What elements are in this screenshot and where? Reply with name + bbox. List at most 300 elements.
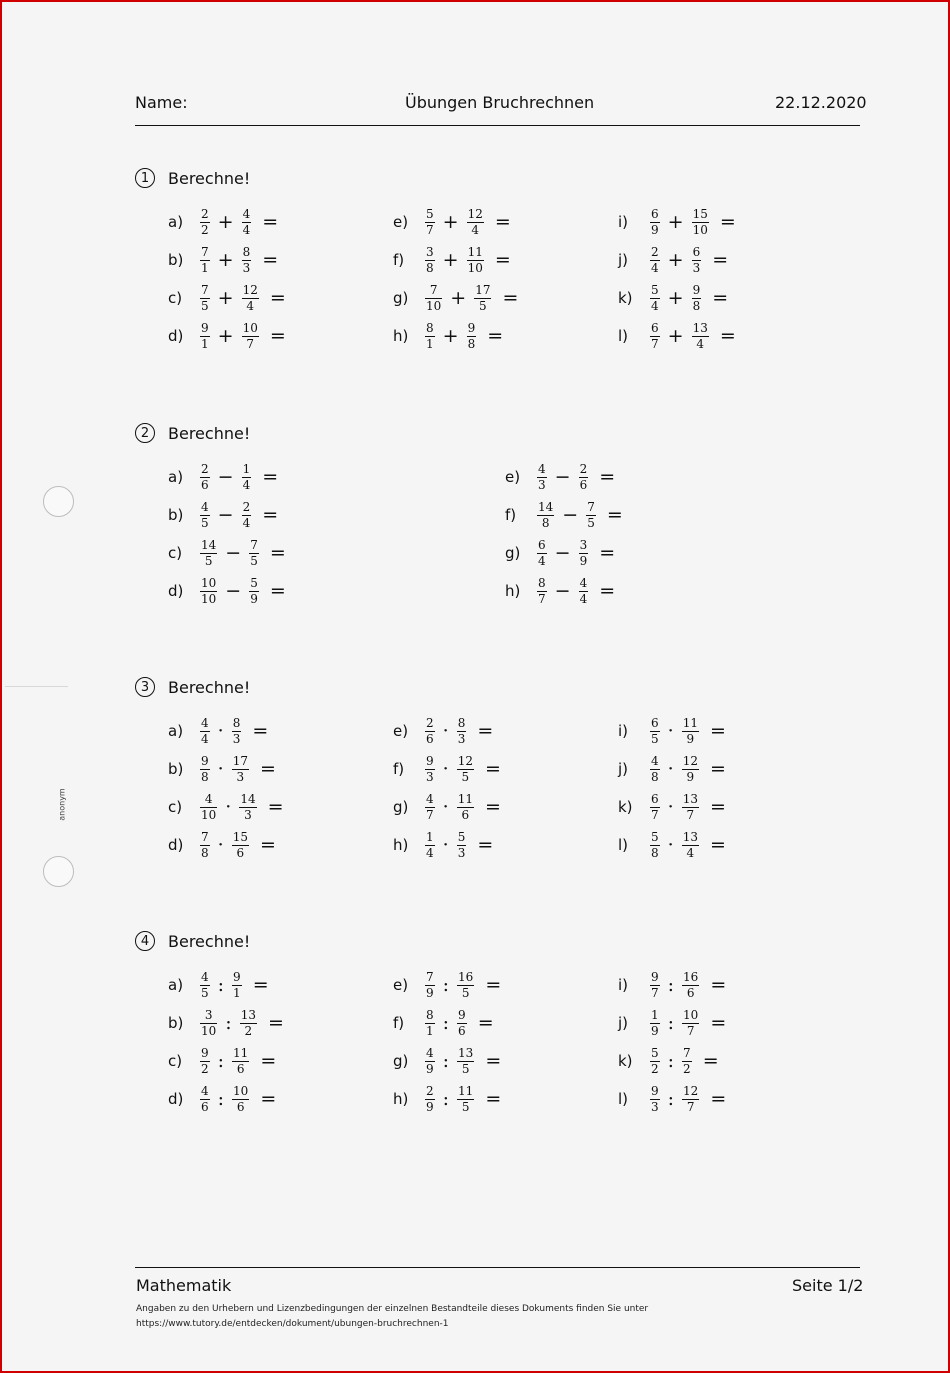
operator: +	[667, 287, 684, 309]
equals-sign: =	[262, 466, 279, 488]
operator: :	[442, 1012, 450, 1034]
exercise-item	[393, 1003, 494, 1043]
fraction	[650, 246, 660, 275]
fraction	[200, 1009, 217, 1038]
numerator: 4	[201, 499, 209, 514]
denominator: 7	[426, 222, 434, 237]
section-title-1	[135, 168, 250, 188]
numerator: 7	[250, 537, 258, 552]
denominator: 6	[201, 477, 209, 492]
numerator: 4	[201, 1083, 209, 1098]
numerator: 5	[651, 829, 659, 844]
numerator: 2	[426, 715, 434, 730]
denominator: 7	[426, 807, 434, 822]
exercise-label: j)	[618, 1014, 629, 1032]
exercise-item	[505, 495, 623, 535]
denominator: 6	[686, 985, 695, 1000]
denominator: 4	[426, 845, 434, 860]
denominator: 8	[201, 845, 209, 860]
denominator: 5	[201, 298, 209, 313]
exercise-label: e)	[393, 976, 409, 994]
operator: +	[667, 249, 684, 271]
denominator: 5	[201, 515, 209, 530]
section-heading: Berechne!	[168, 677, 251, 697]
operator: :	[217, 1088, 225, 1110]
fraction	[200, 501, 210, 530]
denominator: 5	[461, 769, 470, 784]
numerator: 5	[651, 1045, 659, 1060]
fraction	[467, 246, 484, 275]
denominator: 4	[651, 298, 659, 313]
fraction	[467, 322, 477, 351]
exercise-item	[168, 1079, 276, 1119]
equals-sign: =	[502, 287, 519, 309]
numerator: 11	[467, 244, 483, 259]
section-title-3	[135, 677, 250, 697]
fraction	[692, 322, 709, 351]
equals-sign: =	[709, 796, 726, 818]
denominator: 1	[426, 1023, 434, 1038]
operator: +	[217, 287, 234, 309]
numerator: 3	[579, 537, 588, 552]
fraction	[242, 501, 252, 530]
fraction	[682, 831, 699, 860]
fraction	[457, 717, 467, 746]
equals-sign: =	[599, 580, 616, 602]
denominator: 5	[651, 731, 659, 746]
operator: +	[450, 287, 467, 309]
fraction	[232, 755, 249, 784]
operator: +	[442, 249, 459, 271]
denominator: 9	[426, 1061, 434, 1076]
exercise-item	[393, 965, 501, 1005]
exercise-item	[393, 316, 503, 356]
equals-sign: =	[260, 1050, 277, 1072]
denominator: 3	[651, 1099, 659, 1114]
fraction	[467, 208, 484, 237]
numerator: 9	[458, 1007, 466, 1022]
denominator: 6	[236, 1061, 245, 1076]
equals-sign: =	[710, 1012, 727, 1034]
exercise-label: k)	[618, 289, 633, 307]
date: 22.12.2020	[775, 93, 867, 112]
numerator: 4	[426, 1045, 434, 1060]
equals-sign: =	[702, 1050, 719, 1072]
footer-url[interactable]: https://www.tutory.de/entdecken/dokument/ubungen-bruchrechnen-1	[136, 1319, 449, 1329]
fraction	[650, 971, 660, 1000]
denominator: 4	[538, 553, 546, 568]
exercise-label: c)	[168, 798, 183, 816]
operator: :	[442, 1050, 450, 1072]
equals-sign: =	[709, 758, 726, 780]
exercise-label: c)	[168, 544, 183, 562]
fraction	[232, 1047, 249, 1076]
numerator: 12	[467, 206, 483, 221]
fraction	[682, 1009, 699, 1038]
denominator: 10	[201, 591, 217, 606]
numerator: 7	[426, 969, 434, 984]
equals-sign: =	[267, 796, 284, 818]
equals-sign: =	[709, 720, 726, 742]
numerator: 9	[201, 320, 209, 335]
numerator: 9	[201, 753, 209, 768]
numerator: 7	[429, 282, 438, 297]
footer-credits: Angaben zu den Urhebern und Lizenzbedingungen der einzelnen Bestandteile dieses Dokuments finden Sie unter	[136, 1304, 649, 1314]
section-heading: Berechne!	[168, 168, 251, 188]
section-number: 2	[135, 423, 155, 443]
fraction	[425, 1085, 435, 1114]
denominator: 4	[201, 731, 209, 746]
fraction	[457, 793, 474, 822]
exercise-item	[168, 533, 286, 573]
exercise-item	[393, 825, 493, 865]
operator: +	[217, 325, 234, 347]
exercise-label: b)	[168, 1014, 184, 1032]
exercise-item	[618, 316, 736, 356]
exercise-item	[393, 240, 511, 280]
denominator: 4	[696, 336, 705, 351]
numerator: 14	[538, 499, 554, 514]
numerator: 12	[457, 753, 473, 768]
numerator: 10	[242, 320, 258, 335]
exercise-item	[168, 571, 286, 611]
fraction	[200, 793, 217, 822]
fraction	[242, 463, 252, 492]
exercise-label: j)	[618, 251, 629, 269]
numerator: 12	[242, 282, 258, 297]
denominator: 5	[461, 1099, 470, 1114]
section-title-4	[135, 931, 250, 951]
operator: :	[217, 974, 225, 996]
fraction	[457, 831, 467, 860]
denominator: 3	[457, 845, 466, 860]
exercise-item	[618, 825, 726, 865]
fraction	[425, 284, 442, 313]
equals-sign: =	[477, 720, 494, 742]
exercise-item	[168, 202, 278, 242]
exercise-item	[168, 825, 276, 865]
numerator: 11	[458, 1083, 474, 1098]
numerator: 2	[242, 499, 251, 514]
fraction	[200, 322, 210, 351]
denominator: 1	[201, 260, 209, 275]
numerator: 4	[201, 969, 209, 984]
operator: −	[217, 466, 234, 488]
exercise-item	[618, 787, 726, 827]
operator: +	[217, 249, 234, 271]
denominator: 10	[692, 222, 708, 237]
exercise-item	[618, 202, 736, 242]
exercise-label: f)	[505, 506, 517, 524]
numerator: 10	[233, 1083, 249, 1098]
fraction	[200, 1085, 210, 1114]
exercise-item	[618, 749, 726, 789]
denominator: 2	[201, 222, 209, 237]
exercise-item	[393, 278, 518, 318]
fraction	[200, 208, 210, 237]
exercise-item	[618, 1003, 726, 1043]
section-number: 3	[135, 677, 155, 697]
exercise-item	[618, 965, 726, 1005]
numerator: 4	[201, 715, 209, 730]
denominator: 6	[236, 1099, 245, 1114]
fraction	[650, 755, 660, 784]
fraction	[650, 1047, 660, 1076]
numerator: 8	[457, 715, 466, 730]
operator: ·	[225, 796, 232, 818]
fraction	[425, 322, 435, 351]
footer-rule	[135, 1267, 860, 1268]
denominator: 8	[467, 336, 476, 351]
equals-sign: =	[485, 1050, 502, 1072]
exercise-item	[168, 1003, 284, 1043]
numerator: 17	[232, 753, 248, 768]
equals-sign: =	[269, 580, 286, 602]
exercise-label: c)	[168, 289, 183, 307]
denominator: 5	[479, 298, 487, 313]
numerator: 14	[201, 537, 217, 552]
denominator: 7	[246, 336, 255, 351]
equals-sign: =	[484, 796, 501, 818]
fraction	[200, 1047, 210, 1076]
numerator: 4	[579, 575, 588, 590]
operator: ·	[442, 834, 449, 856]
fraction	[537, 577, 547, 606]
denominator: 6	[458, 1023, 466, 1038]
numerator: 7	[201, 244, 209, 259]
exercise-label: f)	[393, 760, 405, 778]
fraction	[682, 1085, 699, 1114]
fraction	[200, 577, 217, 606]
denominator: 4	[242, 477, 251, 492]
fraction	[650, 717, 660, 746]
denominator: 8	[651, 845, 659, 860]
operator: ·	[667, 720, 674, 742]
exercise-item	[168, 711, 268, 751]
exercise-item	[393, 1079, 501, 1119]
denominator: 9	[651, 1023, 659, 1038]
numerator: 7	[201, 282, 209, 297]
exercise-item	[168, 278, 286, 318]
fraction	[242, 246, 252, 275]
denominator: 7	[686, 1023, 695, 1038]
equals-sign: =	[719, 211, 736, 233]
denominator: 4	[242, 222, 251, 237]
fraction	[692, 284, 702, 313]
exercise-item	[505, 533, 615, 573]
section-number: 4	[135, 931, 155, 951]
fraction	[579, 539, 589, 568]
exercise-label: a)	[168, 213, 184, 231]
denominator: 8	[651, 769, 659, 784]
operator: −	[225, 580, 242, 602]
denominator: 1	[201, 336, 209, 351]
fraction	[232, 971, 242, 1000]
equals-sign: =	[269, 542, 286, 564]
operator: +	[667, 325, 684, 347]
exercise-label: k)	[618, 798, 633, 816]
fraction	[682, 1047, 692, 1076]
fraction	[692, 208, 709, 237]
equals-sign: =	[269, 325, 286, 347]
exercise-label: g)	[393, 798, 409, 816]
denominator: 6	[426, 731, 434, 746]
exercise-label: d)	[168, 327, 184, 345]
exercise-label: h)	[505, 582, 521, 600]
denominator: 5	[461, 1061, 470, 1076]
denominator: 7	[651, 985, 659, 1000]
denominator: 9	[426, 1099, 434, 1114]
denominator: 7	[686, 807, 695, 822]
exercise-item	[393, 711, 493, 751]
numerator: 2	[201, 206, 209, 221]
fraction	[249, 577, 259, 606]
denominator: 2	[651, 1061, 659, 1076]
numerator: 8	[232, 715, 241, 730]
operator: −	[554, 580, 571, 602]
exercise-label: l)	[618, 327, 629, 345]
numerator: 6	[651, 791, 659, 806]
operator: ·	[667, 796, 674, 818]
operator: :	[667, 974, 675, 996]
fraction	[200, 831, 210, 860]
numerator: 9	[651, 1083, 659, 1098]
fraction	[586, 501, 596, 530]
exercise-label: l)	[618, 836, 629, 854]
equals-sign: =	[494, 211, 511, 233]
section-title-2	[135, 423, 250, 443]
fraction	[232, 1085, 249, 1114]
numerator: 13	[682, 791, 698, 806]
equals-sign: =	[719, 325, 736, 347]
exercise-item	[618, 278, 728, 318]
equals-sign: =	[712, 249, 729, 271]
exercise-label: k)	[618, 1052, 633, 1070]
exercise-item	[618, 1079, 726, 1119]
equals-sign: =	[267, 1012, 284, 1034]
numerator: 7	[201, 829, 209, 844]
denominator: 6	[201, 1099, 209, 1114]
denominator: 7	[538, 591, 546, 606]
denominator: 3	[242, 260, 251, 275]
numerator: 5	[651, 282, 659, 297]
operator: ·	[217, 758, 224, 780]
fraction	[200, 971, 210, 1000]
numerator: 6	[692, 244, 701, 259]
numerator: 9	[201, 1045, 209, 1060]
exercise-item	[618, 240, 728, 280]
fraction	[232, 831, 249, 860]
operator: −	[562, 504, 579, 526]
section-number: 1	[135, 168, 155, 188]
numerator: 10	[683, 1007, 699, 1022]
exercise-item	[393, 1041, 501, 1081]
section-heading: Berechne!	[168, 423, 251, 443]
denominator: 4	[246, 298, 255, 313]
fraction	[425, 1047, 435, 1076]
operator: :	[217, 1050, 225, 1072]
numerator: 11	[233, 1045, 249, 1060]
equals-sign: =	[259, 758, 276, 780]
denominator: 3	[692, 260, 701, 275]
denominator: 7	[686, 1099, 695, 1114]
denominator: 6	[579, 477, 588, 492]
denominator: 8	[541, 515, 550, 530]
denominator: 10	[467, 260, 483, 275]
denominator: 3	[232, 731, 241, 746]
equals-sign: =	[494, 249, 511, 271]
denominator: 4	[471, 222, 480, 237]
fraction	[457, 1009, 467, 1038]
operator: +	[667, 211, 684, 233]
denominator: 4	[686, 845, 695, 860]
denominator: 9	[426, 985, 434, 1000]
fraction	[692, 246, 702, 275]
fraction	[682, 793, 699, 822]
fraction	[425, 717, 435, 746]
exercise-label: d)	[168, 836, 184, 854]
exercise-item	[168, 749, 276, 789]
exercise-item	[618, 1041, 719, 1081]
numerator: 15	[692, 206, 708, 221]
numerator: 3	[426, 244, 434, 259]
exercise-label: f)	[393, 251, 405, 269]
exercise-label: a)	[168, 976, 184, 994]
header-rule	[135, 125, 860, 126]
numerator: 6	[651, 320, 659, 335]
exercise-item	[393, 202, 511, 242]
exercise-label: g)	[393, 1052, 409, 1070]
exercise-item	[393, 787, 501, 827]
fraction	[232, 717, 242, 746]
exercise-label: h)	[393, 1090, 409, 1108]
denominator: 2	[244, 1023, 253, 1038]
exercise-item	[168, 457, 278, 497]
fraction	[242, 208, 252, 237]
exercise-label: i)	[618, 213, 629, 231]
operator: :	[442, 1088, 450, 1110]
equals-sign: =	[709, 834, 726, 856]
numerator: 9	[467, 320, 476, 335]
numerator: 4	[651, 753, 659, 768]
fraction	[425, 246, 435, 275]
fraction	[537, 539, 547, 568]
equals-sign: =	[487, 325, 504, 347]
numerator: 5	[457, 829, 466, 844]
equals-sign: =	[262, 504, 279, 526]
exercise-item	[168, 965, 269, 1005]
fraction	[682, 971, 699, 1000]
denominator: 4	[651, 260, 659, 275]
equals-sign: =	[477, 1012, 494, 1034]
operator: :	[442, 974, 450, 996]
denominator: 5	[204, 553, 213, 568]
fraction	[249, 539, 259, 568]
exercise-label: h)	[393, 836, 409, 854]
numerator: 3	[204, 1007, 213, 1022]
numerator: 13	[692, 320, 708, 335]
exercise-item	[168, 316, 286, 356]
numerator: 4	[538, 461, 546, 476]
exercise-item	[505, 571, 615, 611]
fraction	[425, 755, 435, 784]
punch-hole-bottom	[43, 856, 74, 887]
fraction	[650, 322, 660, 351]
fraction	[650, 284, 660, 313]
anonym-label: anonym	[57, 788, 67, 821]
equals-sign: =	[606, 504, 623, 526]
fraction	[650, 208, 660, 237]
